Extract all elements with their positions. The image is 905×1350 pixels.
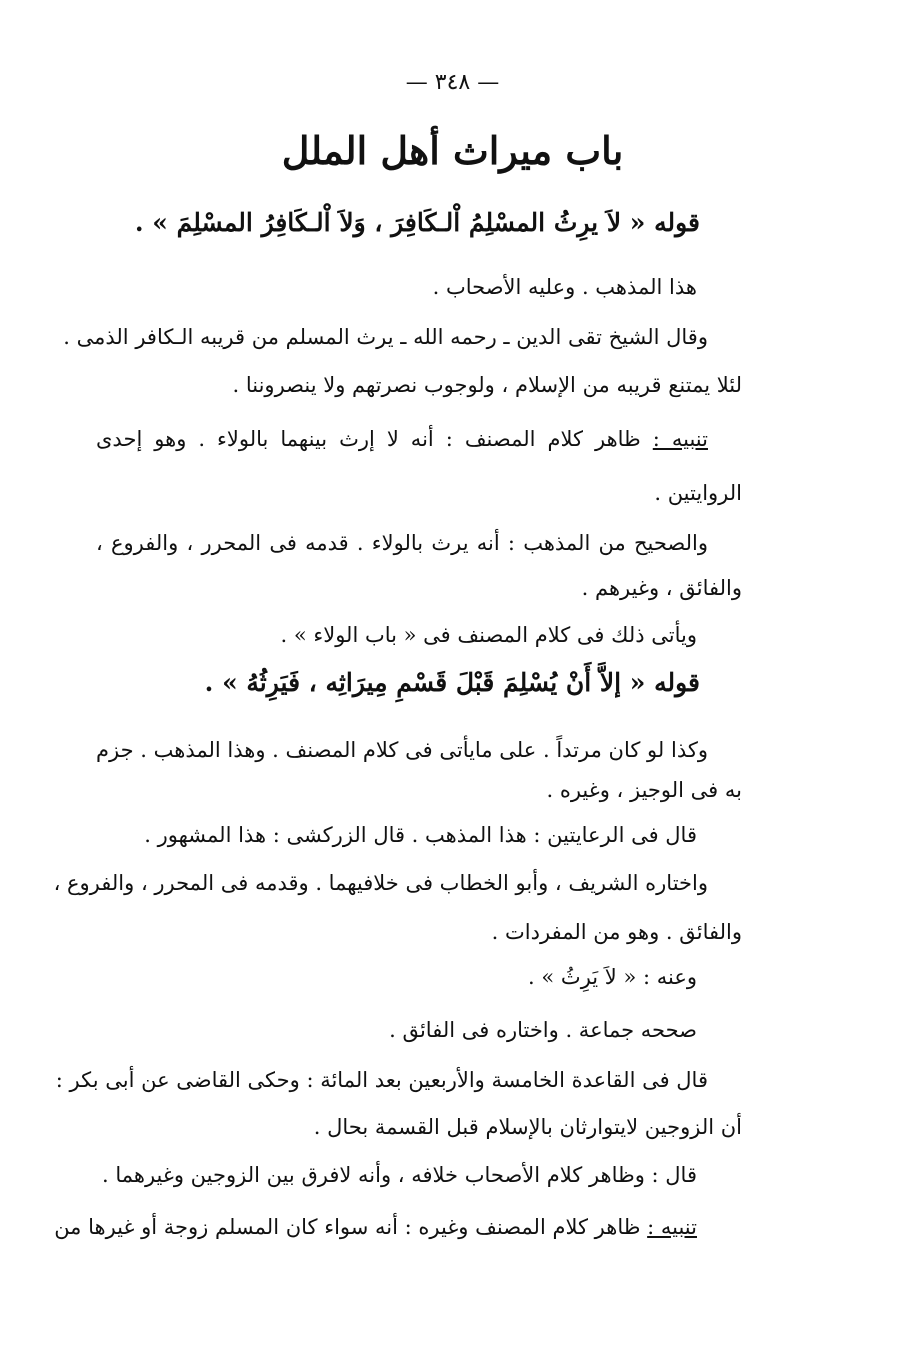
tanbih-line-2 — [54, 1212, 697, 1242]
text-line: هذا المذهب . وعليه الأصحاب . — [432, 275, 697, 299]
tanbih-text: ظاهر كلام المصنف : أنه لا إرث بينهما بالولاء . وهو إحدى — [96, 427, 641, 451]
text-line: قال فى الرعايتين : هذا المذهب . قال الزركشى : هذا المشهور . — [144, 823, 697, 847]
text-line: والصحيح من المذهب : أنه يرث بالولاء . قدمه فى المحرر ، والفروع ، — [96, 531, 708, 555]
text-line: ويأتى ذلك فى كلام المصنف فى « باب الولاء » . — [280, 623, 697, 647]
tanbih-text: ظاهر كلام المصنف وغيره : أنه سواء كان المسلم زوجة أو غيرها من — [54, 1215, 641, 1239]
text-line: قال : وظاهر كلام الأصحاب خلافه ، وأنه لافرق بين الزوجين وغيرهما . — [101, 1163, 697, 1187]
tanbih-line-1 — [96, 424, 708, 454]
quote-line-1: قوله « لاَ يرِثُ المسْلِمُ اْلـكَافِرَ ، وَلاَ اْلـكَافِرُ المسْلِمَ » . — [134, 208, 700, 237]
text-line: أن الزوجين لايتوارثان بالإسلام قبل القسمة بحال . — [313, 1115, 742, 1139]
tanbih-label: تنبيه : — [647, 1215, 697, 1239]
text-line: لئلا يمتنع قريبه من الإسلام ، ولوجوب نصرتهم ولا ينصروننا . — [232, 373, 742, 397]
text-line: وقال الشيخ تقى الدين ـ رحمه الله ـ يرث المسلم من قريبه الـكافر الذمى . — [63, 325, 708, 349]
text-line: صححه جماعة . واختاره فى الفائق . — [389, 1018, 697, 1042]
text-line: وكذا لو كان مرتداً . على مايأتى فى كلام المصنف . وهذا المذهب . جزم — [96, 738, 708, 762]
chapter-title: باب ميراث أهل الملل — [281, 128, 624, 173]
quote-line-2: قوله « إلاَّ أَنْ يُسْلِمَ قَبْلَ قَسْمِ مِيرَاثِه ، فَيَرِثُهُ » . — [204, 668, 700, 697]
text-line: قال فى القاعدة الخامسة والأربعين بعد المائة : وحكى القاضى عن أبى بكر : — [55, 1068, 708, 1092]
text-line: واختاره الشريف ، وأبو الخطاب فى خلافيهما . وقدمه فى المحرر ، والفروع ، — [53, 871, 708, 895]
page-number: — ٣٤٨ — — [405, 70, 500, 95]
text-line: والفائق ، وغيرهم . — [581, 576, 742, 600]
text-line: به فى الوجيز ، وغيره . — [546, 778, 742, 802]
text-line: الروايتين . — [654, 481, 742, 505]
tanbih-label: تنبيه : — [652, 427, 708, 451]
text-line: وعنه : « لاَ يَرِثُ » . — [528, 965, 697, 989]
text-line: والفائق . وهو من المفردات . — [491, 920, 742, 944]
